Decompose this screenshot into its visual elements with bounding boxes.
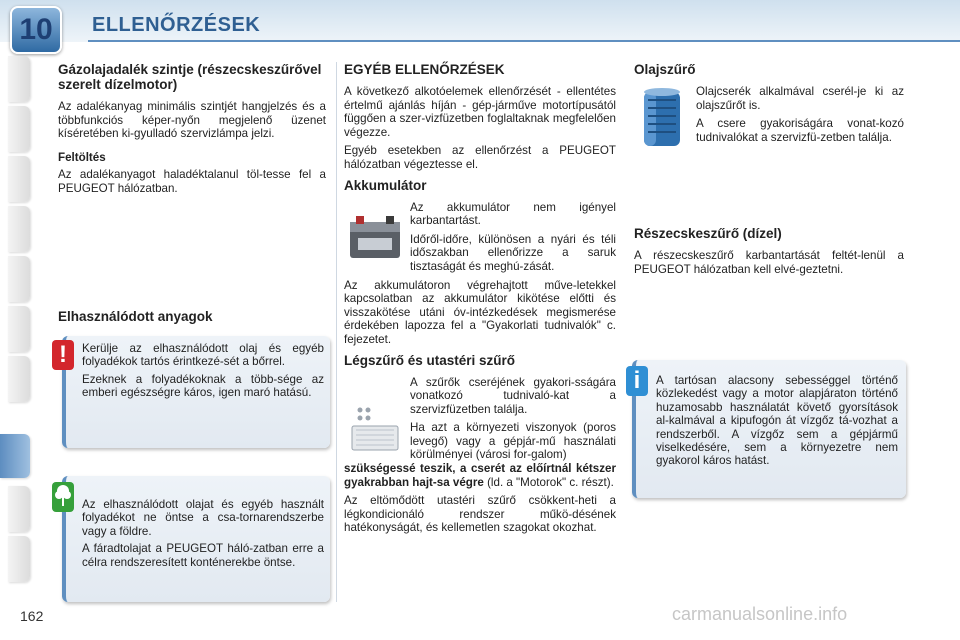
info-text: A tartósan alacsony sebességgel történő közlekedést vagy a motor alapjáraton történő huzamosabb használatát követő gyorsítások al-kalmával a kipufogón át vízgőz tá-vozhat a rendszerből. A vízgőz sem a gépjármű viselkedésére, sem a környezetre nem gyakorol káros hatást. bbox=[656, 374, 898, 468]
additive-text: Az adalékanyag minimális szintjét hangjelzés és a többfunkciós képer-nyőn megjelenő üzenet kíséretében ki-gyulladó szervizlámpa jelzi. bbox=[58, 100, 326, 141]
used-materials-block bbox=[58, 309, 326, 332]
chapter-tab[interactable] bbox=[8, 256, 30, 302]
air-filter-emphasis: szükségessé teszik, a cserét az előírtnál kétszer gyakrabban hajt-sa végre bbox=[344, 462, 616, 489]
dpf-title: Részecskeszűrő (dízel) bbox=[634, 226, 782, 241]
section-title-additive: Gázolajadalék szintje (részecskeszűrővel szerelt dízelmotor) bbox=[58, 62, 322, 92]
refill-text: Az adalékanyagot haladéktalanul töl-tesse fel a PEUGEOT hálózatban. bbox=[58, 168, 326, 195]
air-filter-text-2 bbox=[344, 462, 616, 489]
oil-filter-text-2: A csere gyakoriságára vonat-kozó tudnivalókat a szervizfü-zetben találja. bbox=[696, 117, 904, 144]
eco-icon bbox=[52, 482, 74, 512]
middle-column bbox=[344, 62, 616, 540]
warning-note bbox=[62, 336, 330, 448]
air-filter-title: Légszűrő és utastéri szűrő bbox=[344, 352, 516, 368]
header-rule bbox=[88, 40, 960, 42]
chapter-tab[interactable] bbox=[8, 306, 30, 352]
left-column bbox=[58, 62, 326, 201]
other-checks-intro-1: A következő alkotóelemek ellenőrzését - ellentétes értelmű ajánlás híján - gép-járműve motortípusától függően a szer-vizfüzetben foglaltaknak megfelelően végezze. bbox=[344, 85, 616, 139]
dpf-block bbox=[634, 226, 904, 281]
eco-text-1: Az elhasználódott olajat és egyéb használt folyadékot ne öntse a csa-tornarendszerbe vagy a földre. bbox=[82, 498, 324, 538]
info-icon: i bbox=[626, 366, 648, 396]
info-note bbox=[632, 360, 906, 498]
warning-icon: ! bbox=[52, 340, 74, 370]
chapter-badge: 10 bbox=[10, 6, 62, 54]
column-divider bbox=[336, 62, 337, 602]
battery-title: Akkumulátor bbox=[344, 177, 427, 193]
eco-text-2: A fáradtolajat a PEUGEOT háló-zatban erre a célra rendszeresített konténerekbe öntse. bbox=[82, 542, 324, 569]
air-filter-icon bbox=[346, 402, 404, 456]
oil-filter-icon bbox=[640, 86, 684, 152]
air-filter-reference: (ld. a "Motorok" c. részt). bbox=[487, 475, 614, 489]
eco-note bbox=[62, 476, 330, 602]
chapter-tab[interactable] bbox=[8, 106, 30, 152]
page-number: 162 bbox=[20, 608, 44, 624]
battery-text-1: Az akkumulátor nem igényel karbantartást. bbox=[410, 200, 616, 228]
chapter-tab[interactable] bbox=[8, 536, 30, 582]
other-checks-title: EGYÉB ELLENŐRZÉSEK bbox=[344, 62, 505, 77]
refill-title: Feltöltés bbox=[58, 150, 106, 164]
air-filter-text-3: Az eltömődött utastéri szűrő csökkent-heti a légkondicionáló rendszer műkö-désének hatékonyságát, és kellemetlen szagokat okozhat. bbox=[344, 494, 616, 535]
page-title: ELLENŐRZÉSEK bbox=[92, 14, 261, 36]
battery-text-3: Az akkumulátoron végrehajtott műve-letekkel kapcsolatban az akkumulátor kikötése előtti és visszakötése utáni óv-intézkedések megismerése érdekében lapozza fel a "Gyakorlati tudnivalók" c. fejezetet. bbox=[344, 278, 616, 346]
chapter-tab-active[interactable] bbox=[0, 434, 30, 478]
oil-filter-title: Olajszűrő bbox=[634, 62, 696, 77]
warning-text-1: Kerülje az elhasználódott olaj és egyéb folyadékok tartós érintkezé-sét a bőrrel. bbox=[82, 342, 324, 369]
chapter-tab[interactable] bbox=[8, 486, 30, 532]
warning-text-2: Ezeknek a folyadékoknak a több-sége az emberi egészségre káros, igen maró hatású. bbox=[82, 372, 324, 400]
air-filter-text-2a: Ha azt a környezeti viszonyok (poros levegő) vagy a gépjár-mű használati körülményei (városi for-galom) bbox=[410, 421, 616, 462]
chapter-tab[interactable] bbox=[8, 206, 30, 252]
oil-filter-text-1: Olajcserék alkalmával cserél-je ki az olajszűrőt is. bbox=[696, 85, 904, 112]
watermark: carmanualsonline.info bbox=[672, 604, 848, 624]
other-checks-intro-2: Egyéb esetekben az ellenőrzést a PEUGEOT hálózatban végeztesse el. bbox=[344, 144, 616, 171]
section-title-used-materials: Elhasználódott anyagok bbox=[58, 309, 213, 324]
dpf-text: A részecskeszűrő karbantartását feltét-lenül a PEUGEOT hálózatban kell elvé-geztetni. bbox=[634, 249, 904, 276]
battery-icon bbox=[346, 212, 404, 262]
chapter-tab[interactable] bbox=[8, 356, 30, 402]
air-filter-text-1: A szűrők cseréjének gyakori-sságára vonatkozó tudnivaló-kat a szervizfüzetben találja. bbox=[410, 375, 616, 416]
chapter-tab[interactable] bbox=[8, 156, 30, 202]
chapter-tab[interactable] bbox=[8, 56, 30, 102]
battery-text-2: Időről-időre, különösen a nyári és téli időszakban ellenőrizze a saruk tisztaságát és meghú-zását. bbox=[410, 232, 616, 273]
